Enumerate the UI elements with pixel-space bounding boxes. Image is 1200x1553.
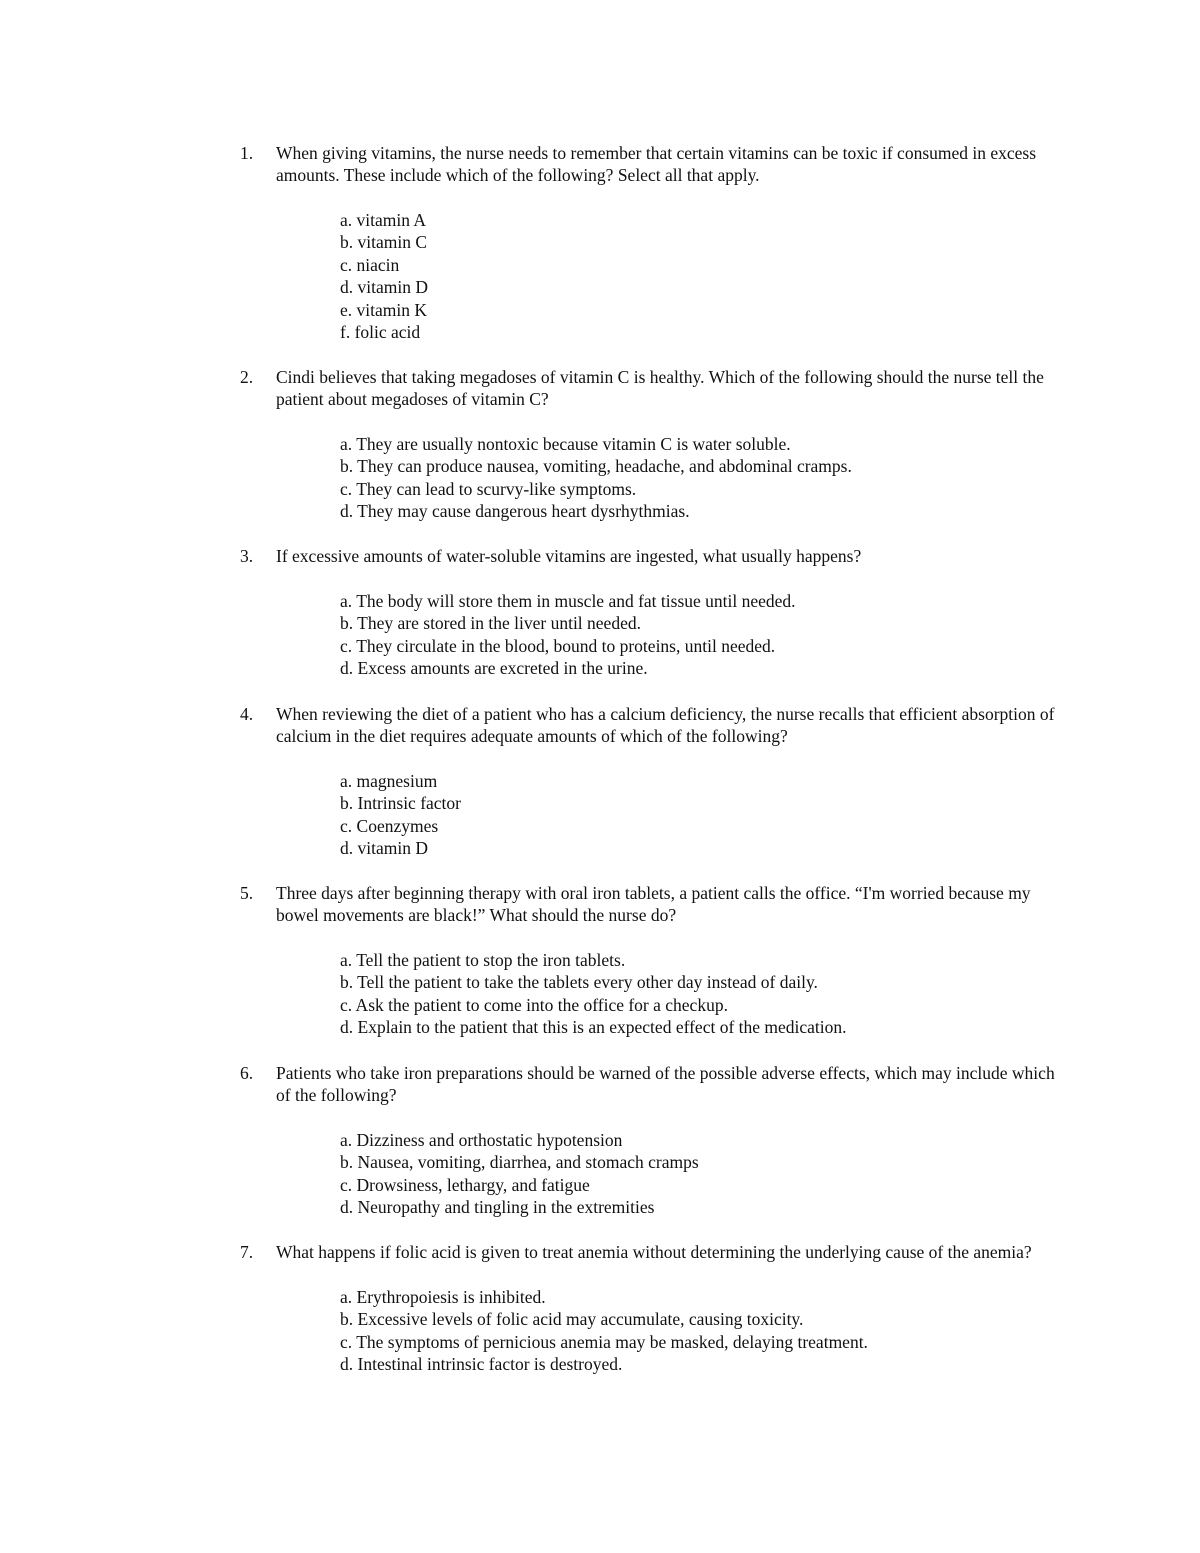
option-d: d. vitamin D xyxy=(340,838,428,859)
option-a: a. Erythropoiesis is inhibited. xyxy=(340,1287,546,1307)
question-number: 4. xyxy=(240,704,254,724)
question-3 xyxy=(240,545,1080,679)
option-b: b. They can produce nausea, vomiting, headache, and abdominal cramps. xyxy=(340,456,852,477)
option-c: c. They can lead to scurvy-like symptoms. xyxy=(340,478,637,499)
question-1 xyxy=(240,142,1080,342)
question-6 xyxy=(240,1062,1080,1218)
question-text: When giving vitamins, the nurse needs to remember that certain vitamins can be toxic if consumed in excess amounts. These include which of the following? Select all that apply. xyxy=(276,143,1037,186)
option-c: c. niacin xyxy=(340,254,400,275)
answer-options xyxy=(340,590,796,680)
answer-options xyxy=(340,949,847,1039)
answer-options xyxy=(340,209,428,343)
option-c: c. Drowsiness, lethargy, and fatigue xyxy=(340,1174,590,1195)
option-a: a. Dizziness and orthostatic hypotension xyxy=(340,1130,623,1150)
option-c: c. They circulate in the blood, bound to proteins, until needed. xyxy=(340,635,776,656)
answer-options xyxy=(340,1129,699,1219)
option-c: c. Coenzymes xyxy=(340,815,439,836)
option-a: a. vitamin A xyxy=(340,210,427,230)
option-a: a. Tell the patient to stop the iron tablets. xyxy=(340,950,626,970)
option-b: b. Tell the patient to take the tablets every other day instead of daily. xyxy=(340,972,818,993)
answer-options xyxy=(340,770,461,860)
question-text: Patients who take iron preparations should be warned of the possible adverse effects, which may include which of the following? xyxy=(276,1063,1055,1106)
question-4 xyxy=(240,703,1080,859)
question-number: 2. xyxy=(240,367,254,387)
question-2 xyxy=(240,366,1080,522)
question-text: When reviewing the diet of a patient who has a calcium deficiency, the nurse recalls that efficient absorption of calcium in the diet requires adequate amounts of which of the following? xyxy=(276,704,1055,747)
question-text: If excessive amounts of water-soluble vitamins are ingested, what usually happens? xyxy=(276,546,862,566)
question-7 xyxy=(240,1241,1080,1375)
option-a: a. The body will store them in muscle and fat tissue until needed. xyxy=(340,591,796,611)
question-text: Cindi believes that taking megadoses of vitamin C is healthy. Which of the following should the nurse tell the patient about megadoses of vitamin C? xyxy=(276,367,1044,410)
option-b: b. Excessive levels of folic acid may accumulate, causing toxicity. xyxy=(340,1309,804,1330)
option-c: c. Ask the patient to come into the office for a checkup. xyxy=(340,994,728,1015)
option-e: e. vitamin K xyxy=(340,299,427,320)
option-d: d. Explain to the patient that this is an expected effect of the medication. xyxy=(340,1017,847,1038)
option-f: f. folic acid xyxy=(340,321,421,342)
option-a: a. They are usually nontoxic because vitamin C is water soluble. xyxy=(340,434,791,454)
option-a: a. magnesium xyxy=(340,771,438,791)
question-text: Three days after beginning therapy with oral iron tablets, a patient calls the office. “I'm worried because my bowel movements are black!” What should the nurse do? xyxy=(276,883,1031,926)
option-b: b. vitamin C xyxy=(340,232,428,253)
option-b: b. Nausea, vomiting, diarrhea, and stomach cramps xyxy=(340,1152,699,1173)
option-d: d. Excess amounts are excreted in the urine. xyxy=(340,658,648,679)
option-c: c. The symptoms of pernicious anemia may be masked, delaying treatment. xyxy=(340,1331,868,1352)
question-number: 1. xyxy=(240,143,254,163)
answer-options xyxy=(340,1286,868,1376)
option-d: d. Neuropathy and tingling in the extremities xyxy=(340,1197,655,1218)
question-number: 7. xyxy=(240,1242,254,1262)
option-d: d. Intestinal intrinsic factor is destroyed. xyxy=(340,1354,623,1375)
question-5 xyxy=(240,882,1080,1038)
option-d: d. They may cause dangerous heart dysrhythmias. xyxy=(340,501,690,522)
question-text: What happens if folic acid is given to treat anemia without determining the underlying cause of the anemia? xyxy=(276,1242,1032,1262)
option-d: d. vitamin D xyxy=(340,277,428,298)
question-number: 3. xyxy=(240,546,254,566)
option-b: b. Intrinsic factor xyxy=(340,793,461,814)
answer-options xyxy=(340,433,852,523)
question-number: 6. xyxy=(240,1063,254,1083)
question-number: 5. xyxy=(240,883,254,903)
option-b: b. They are stored in the liver until needed. xyxy=(340,613,641,634)
